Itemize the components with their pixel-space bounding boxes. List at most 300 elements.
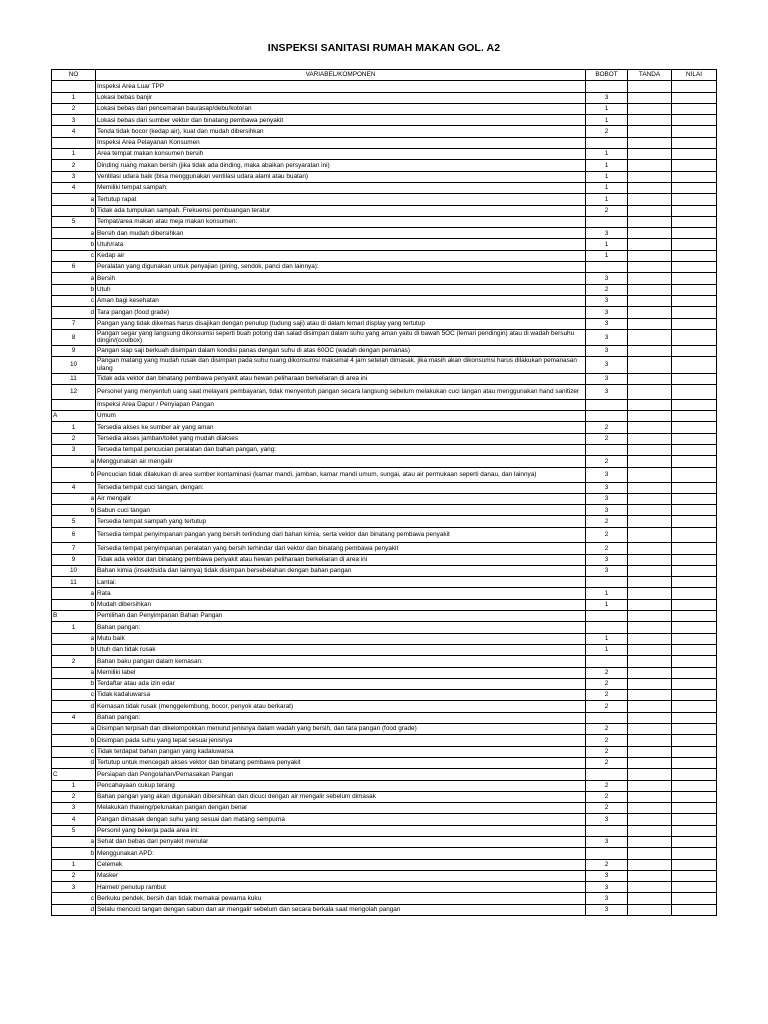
row-variabel: Tersedia tempat pencucian peralatan dan bahan pangan, yang: [96, 444, 586, 455]
row-sub-letter: c [52, 250, 96, 261]
row-number: 2 [52, 160, 96, 171]
row-nilai-cell[interactable] [672, 701, 717, 712]
row-nilai-cell[interactable] [672, 384, 717, 399]
table-row [52, 791, 717, 802]
row-tanda-cell[interactable] [628, 250, 672, 261]
row-number: 11 [52, 577, 96, 588]
row-sub-letter: a [52, 836, 96, 847]
row-bobot: 1 [586, 250, 628, 261]
row-variabel: Lokasi bebas dari sumber vektor dan binatang pembawa penyakit [96, 115, 586, 126]
row-nilai-cell[interactable] [672, 456, 717, 467]
row-nilai-cell[interactable] [672, 791, 717, 802]
table-row [52, 769, 717, 780]
row-variabel: Tempat/area makan atau meja makan konsumen: [96, 216, 586, 227]
row-nilai-cell[interactable] [672, 859, 717, 870]
row-tanda-cell[interactable] [628, 92, 672, 103]
row-bobot: 2 [586, 543, 628, 554]
row-bobot: 1 [586, 239, 628, 250]
table-row [52, 182, 717, 193]
row-nilai-cell[interactable] [672, 444, 717, 455]
row-bobot: 3 [586, 882, 628, 893]
row-bobot: 2 [586, 205, 628, 216]
row-variabel: Aman bagi kesehatan [96, 295, 586, 306]
row-variabel: Tersedia akses ke sumber air yang aman [96, 422, 586, 433]
row-number: 3 [52, 115, 96, 126]
table-row [52, 329, 717, 345]
row-number: 5 [52, 825, 96, 836]
row-tanda-cell[interactable] [628, 746, 672, 757]
row-sub-letter: d [52, 904, 96, 915]
table-row [52, 456, 717, 467]
row-tanda-cell[interactable] [628, 622, 672, 633]
row-variabel: Tidak ada vektor dan binatang pembawa penyakit atau hewan peliharaan berkeliaran di area ini [96, 373, 586, 384]
row-nilai-cell[interactable] [672, 678, 717, 689]
row-nilai-cell[interactable] [672, 295, 717, 306]
row-tanda-cell[interactable] [628, 493, 672, 504]
row-nilai-cell[interactable] [672, 554, 717, 565]
table-row [52, 482, 717, 493]
row-nilai-cell[interactable] [672, 160, 717, 171]
row-nilai-cell[interactable] [672, 757, 717, 768]
row-nilai-cell[interactable] [672, 81, 717, 92]
row-tanda-cell[interactable] [628, 194, 672, 205]
row-variabel: Utuh/rata [96, 239, 586, 250]
row-nilai-cell[interactable] [672, 588, 717, 599]
row-tanda-cell[interactable] [628, 171, 672, 182]
table-row [52, 757, 717, 768]
row-tanda-cell[interactable] [628, 724, 672, 735]
row-nilai-cell[interactable] [672, 126, 717, 137]
row-tanda-cell[interactable] [628, 882, 672, 893]
row-variabel: Pencahayaan cukup terang [96, 780, 586, 791]
row-tanda-cell[interactable] [628, 318, 672, 329]
table-row [52, 444, 717, 455]
row-nilai-cell[interactable] [672, 904, 717, 915]
row-bobot [586, 81, 628, 92]
row-nilai-cell[interactable] [672, 194, 717, 205]
row-bobot [586, 411, 628, 422]
row-variabel: Bahan pangan: [96, 712, 586, 723]
row-nilai-cell[interactable] [672, 599, 717, 610]
table-row [52, 250, 717, 261]
row-number: 6 [52, 262, 96, 273]
row-variabel: Bahan pangan yang akan digunakan dibersihkan dan dicuci dengan air mengalir sebelum dimasak [96, 791, 586, 802]
row-sub-letter: d [52, 757, 96, 768]
row-nilai-cell[interactable] [672, 273, 717, 284]
row-bobot: 3 [586, 384, 628, 399]
row-tanda-cell[interactable] [628, 295, 672, 306]
row-variabel: Personel yang menyentuh uang saat melayani pembayaran, tidak menyentuh pangan secara langsung sebelum melakukan cuci tangan atau menggunakan hand sanitizer [96, 384, 586, 399]
row-bobot: 3 [586, 505, 628, 516]
row-variabel: Disimpan pada suhu yang tepat sesuai jenisnya [96, 735, 586, 746]
row-bobot [586, 656, 628, 667]
table-row [52, 205, 717, 216]
table-row [52, 411, 717, 422]
row-tanda-cell[interactable] [628, 411, 672, 422]
row-tanda-cell[interactable] [628, 273, 672, 284]
row-number: 4 [52, 482, 96, 493]
row-number [52, 399, 96, 410]
row-variabel: Bahan pangan: [96, 622, 586, 633]
row-tanda-cell[interactable] [628, 599, 672, 610]
row-nilai-cell[interactable] [672, 228, 717, 239]
row-bobot: 2 [586, 422, 628, 433]
row-tanda-cell[interactable] [628, 357, 672, 373]
row-nilai-cell[interactable] [672, 527, 717, 543]
table-row [52, 399, 717, 410]
row-nilai-cell[interactable] [672, 622, 717, 633]
row-number [52, 137, 96, 148]
row-tanda-cell[interactable] [628, 757, 672, 768]
row-sub-letter: d [52, 307, 96, 318]
row-tanda-cell[interactable] [628, 284, 672, 295]
row-nilai-cell[interactable] [672, 92, 717, 103]
row-number: 9 [52, 346, 96, 357]
row-variabel: Terdaftar atau ada izin edar [96, 678, 586, 689]
row-tanda-cell[interactable] [628, 422, 672, 433]
row-tanda-cell[interactable] [628, 656, 672, 667]
row-nilai-cell[interactable] [672, 712, 717, 723]
table-row [52, 103, 717, 114]
row-bobot: 2 [586, 690, 628, 701]
row-nilai-cell[interactable] [672, 482, 717, 493]
row-variabel: Ventilasi udara baik (bisa menggunakan ventilasi udara alami atau buatan) [96, 171, 586, 182]
row-tanda-cell[interactable] [628, 262, 672, 273]
table-row [52, 690, 717, 701]
row-tanda-cell[interactable] [628, 346, 672, 357]
row-bobot: 3 [586, 228, 628, 239]
row-variabel: Inspeksi Area Pelayanan Konsumen [96, 137, 586, 148]
row-bobot: 1 [586, 599, 628, 610]
table-row [52, 712, 717, 723]
row-variabel: Utuh dan tidak rusak [96, 644, 586, 655]
row-nilai-cell[interactable] [672, 182, 717, 193]
row-tanda-cell[interactable] [628, 399, 672, 410]
row-nilai-cell[interactable] [672, 149, 717, 160]
row-variabel: Tersedia tempat cuci tangan, dengan: [96, 482, 586, 493]
row-bobot: 3 [586, 273, 628, 284]
row-nilai-cell[interactable] [672, 318, 717, 329]
row-sub-letter: a [52, 633, 96, 644]
row-sub-letter: b [52, 284, 96, 295]
row-variabel: Pangan matang yang mudah rusak dan disimpan pada suhu ruang dikonsumsi maksimal 4 jam setelah dimasak, jika masih akan dikonsumsi harus dilakukan pemanasan ulang [96, 357, 586, 373]
row-variabel: Tersedia tempat penyimpanan pangan yang bersih terlindung dari bahan kimia, serta vektor dan binatang pembawa penyakit [96, 527, 586, 543]
row-tanda-cell[interactable] [628, 433, 672, 444]
row-nilai-cell[interactable] [672, 746, 717, 757]
row-number: 4 [52, 712, 96, 723]
row-nilai-cell[interactable] [672, 735, 717, 746]
table-row [52, 216, 717, 227]
row-tanda-cell[interactable] [628, 565, 672, 576]
row-sub-letter: c [52, 746, 96, 757]
row-tanda-cell[interactable] [628, 444, 672, 455]
row-nilai-cell[interactable] [672, 882, 717, 893]
row-nilai-cell[interactable] [672, 284, 717, 295]
row-bobot [586, 444, 628, 455]
row-nilai-cell[interactable] [672, 870, 717, 881]
table-row [52, 346, 717, 357]
row-bobot: 3 [586, 814, 628, 825]
table-row [52, 149, 717, 160]
row-tanda-cell[interactable] [628, 803, 672, 814]
row-number: 3 [52, 444, 96, 455]
row-bobot: 1 [586, 171, 628, 182]
table-row [52, 284, 717, 295]
row-nilai-cell[interactable] [672, 467, 717, 482]
row-nilai-cell[interactable] [672, 803, 717, 814]
row-nilai-cell[interactable] [672, 893, 717, 904]
row-nilai-cell[interactable] [672, 493, 717, 504]
row-nilai-cell[interactable] [672, 216, 717, 227]
row-variabel: Tidak terdapat bahan pangan yang kadaluwarsa [96, 746, 586, 757]
row-bobot: 1 [586, 115, 628, 126]
row-bobot: 2 [586, 667, 628, 678]
row-nilai-cell[interactable] [672, 814, 717, 825]
row-tanda-cell[interactable] [628, 126, 672, 137]
row-tanda-cell[interactable] [628, 373, 672, 384]
row-tanda-cell[interactable] [628, 678, 672, 689]
row-bobot: 2 [586, 126, 628, 137]
row-variabel: Pangan segar yang langsung dikonsumsi seperti buah potong dan salad disimpan dalam suhu yang aman yaitu di bawah 5OC (lemari pendingin) atau di wadah bersuhu dingin/(coolbox) [96, 329, 586, 345]
row-tanda-cell[interactable] [628, 814, 672, 825]
row-bobot [586, 137, 628, 148]
table-row [52, 611, 717, 622]
row-tanda-cell[interactable] [628, 467, 672, 482]
row-nilai-cell[interactable] [672, 690, 717, 701]
row-nilai-cell[interactable] [672, 115, 717, 126]
row-nilai-cell[interactable] [672, 577, 717, 588]
row-number: 10 [52, 357, 96, 373]
row-tanda-cell[interactable] [628, 137, 672, 148]
row-nilai-cell[interactable] [672, 103, 717, 114]
row-sub-letter: a [52, 667, 96, 678]
table-row [52, 780, 717, 791]
row-number: 10 [52, 565, 96, 576]
row-nilai-cell[interactable] [672, 357, 717, 373]
row-number: 3 [52, 882, 96, 893]
row-bobot [586, 825, 628, 836]
row-tanda-cell[interactable] [628, 329, 672, 345]
row-number: 4 [52, 814, 96, 825]
row-tanda-cell[interactable] [628, 712, 672, 723]
row-nilai-cell[interactable] [672, 346, 717, 357]
row-nilai-cell[interactable] [672, 399, 717, 410]
table-row [52, 493, 717, 504]
row-bobot: 3 [586, 467, 628, 482]
row-sub-letter: a [52, 588, 96, 599]
table-row [52, 126, 717, 137]
table-row [52, 870, 717, 881]
row-sub-letter: b [52, 644, 96, 655]
row-tanda-cell[interactable] [628, 456, 672, 467]
table-row [52, 622, 717, 633]
row-bobot: 3 [586, 493, 628, 504]
row-nilai-cell[interactable] [672, 633, 717, 644]
table-row [52, 160, 717, 171]
row-number: 4 [52, 126, 96, 137]
table-body [52, 81, 717, 916]
row-tanda-cell[interactable] [628, 667, 672, 678]
row-tanda-cell[interactable] [628, 904, 672, 915]
row-number: 1 [52, 92, 96, 103]
row-variabel: Tenda tidak bocor (kedap air), kuat dan mudah dibersihkan [96, 126, 586, 137]
row-number: 1 [52, 422, 96, 433]
row-sub-letter: b [52, 205, 96, 216]
table-row [52, 599, 717, 610]
row-variabel: Pemilihan dan Penyimpanan Bahan Pangan [96, 611, 586, 622]
row-nilai-cell[interactable] [672, 769, 717, 780]
row-tanda-cell[interactable] [628, 182, 672, 193]
row-variabel: Persiapan dan Pengolahan/Pemasakan Pangan [96, 769, 586, 780]
row-sub-letter: b [52, 848, 96, 859]
row-tanda-cell[interactable] [628, 701, 672, 712]
row-tanda-cell[interactable] [628, 205, 672, 216]
row-tanda-cell[interactable] [628, 239, 672, 250]
table-row [52, 543, 717, 554]
row-variabel: Bersih dan mudah dibersihkan [96, 228, 586, 239]
row-nilai-cell[interactable] [672, 516, 717, 527]
row-bobot: 2 [586, 678, 628, 689]
row-bobot: 1 [586, 194, 628, 205]
row-nilai-cell[interactable] [672, 836, 717, 847]
row-nilai-cell[interactable] [672, 505, 717, 516]
row-nilai-cell[interactable] [672, 422, 717, 433]
row-bobot: 3 [586, 870, 628, 881]
row-variabel: Tidak ada vektor dan binatang pembawa penyakit atau hewan peliharaan berkeliaran di area ini [96, 554, 586, 565]
row-tanda-cell[interactable] [628, 527, 672, 543]
row-nilai-cell[interactable] [672, 644, 717, 655]
row-tanda-cell[interactable] [628, 103, 672, 114]
table-row [52, 467, 717, 482]
row-bobot: 3 [586, 565, 628, 576]
row-variabel: Memiliki tempat sampah: [96, 182, 586, 193]
table-row [52, 422, 717, 433]
row-bobot [586, 216, 628, 227]
row-tanda-cell[interactable] [628, 228, 672, 239]
row-tanda-cell[interactable] [628, 870, 672, 881]
row-nilai-cell[interactable] [672, 780, 717, 791]
row-bobot: 3 [586, 357, 628, 373]
row-tanda-cell[interactable] [628, 216, 672, 227]
row-number: 7 [52, 318, 96, 329]
row-tanda-cell[interactable] [628, 611, 672, 622]
row-number: 2 [52, 433, 96, 444]
row-tanda-cell[interactable] [628, 644, 672, 655]
table-row [52, 746, 717, 757]
row-nilai-cell[interactable] [672, 433, 717, 444]
table-row [52, 825, 717, 836]
row-variabel: Tidak ada tumpukan sampah. Frekuensi pembuangan teratur [96, 205, 586, 216]
row-tanda-cell[interactable] [628, 780, 672, 791]
row-bobot [586, 611, 628, 622]
row-sub-letter: a [52, 493, 96, 504]
row-tanda-cell[interactable] [628, 769, 672, 780]
row-bobot [586, 577, 628, 588]
row-variabel: Selalu mencuci tangan dengan sabun dan air mengalir sebelum dan secara berkala saat mengolah pangan [96, 904, 586, 915]
row-tanda-cell[interactable] [628, 543, 672, 554]
row-variabel: Umum [96, 411, 586, 422]
table-row [52, 433, 717, 444]
row-bobot: 1 [586, 160, 628, 171]
row-variabel: Tidak kadaluwarsa [96, 690, 586, 701]
row-tanda-cell[interactable] [628, 859, 672, 870]
row-nilai-cell[interactable] [672, 667, 717, 678]
row-nilai-cell[interactable] [672, 724, 717, 735]
row-bobot: 3 [586, 554, 628, 565]
row-tanda-cell[interactable] [628, 577, 672, 588]
row-bobot: 2 [586, 724, 628, 735]
row-bobot: 3 [586, 318, 628, 329]
row-tanda-cell[interactable] [628, 893, 672, 904]
row-sub-letter: a [52, 724, 96, 735]
row-nilai-cell[interactable] [672, 611, 717, 622]
row-tanda-cell[interactable] [628, 482, 672, 493]
row-tanda-cell[interactable] [628, 848, 672, 859]
row-nilai-cell[interactable] [672, 262, 717, 273]
row-tanda-cell[interactable] [628, 554, 672, 565]
row-bobot: 3 [586, 295, 628, 306]
row-nilai-cell[interactable] [672, 171, 717, 182]
row-tanda-cell[interactable] [628, 160, 672, 171]
row-number: 6 [52, 527, 96, 543]
table-row [52, 565, 717, 576]
row-tanda-cell[interactable] [628, 149, 672, 160]
row-bobot: 2 [586, 433, 628, 444]
row-nilai-cell[interactable] [672, 205, 717, 216]
row-sub-letter: a [52, 456, 96, 467]
row-variabel: Bersih [96, 273, 586, 284]
row-bobot [586, 262, 628, 273]
row-variabel: Sehat dan bebas dari penyakit menular [96, 836, 586, 847]
row-tanda-cell[interactable] [628, 81, 672, 92]
row-tanda-cell[interactable] [628, 633, 672, 644]
row-nilai-cell[interactable] [672, 250, 717, 261]
table-row [52, 273, 717, 284]
row-nilai-cell[interactable] [672, 329, 717, 345]
row-number: A [52, 411, 96, 422]
row-sub-letter: b [52, 735, 96, 746]
row-tanda-cell[interactable] [628, 588, 672, 599]
row-number: 1 [52, 149, 96, 160]
row-variabel: Pangan siap saji berkuah disimpan dalam kondisi panas dengan suhu di atas 60OC (wadah dengan pemanas) [96, 346, 586, 357]
row-nilai-cell[interactable] [672, 565, 717, 576]
table-row [52, 137, 717, 148]
row-tanda-cell[interactable] [628, 791, 672, 802]
row-bobot: 2 [586, 284, 628, 295]
row-bobot [586, 769, 628, 780]
row-nilai-cell[interactable] [672, 137, 717, 148]
row-tanda-cell[interactable] [628, 384, 672, 399]
row-nilai-cell[interactable] [672, 307, 717, 318]
row-tanda-cell[interactable] [628, 735, 672, 746]
row-tanda-cell[interactable] [628, 516, 672, 527]
row-nilai-cell[interactable] [672, 848, 717, 859]
row-sub-letter: a [52, 273, 96, 284]
row-tanda-cell[interactable] [628, 836, 672, 847]
row-nilai-cell[interactable] [672, 825, 717, 836]
row-tanda-cell[interactable] [628, 115, 672, 126]
row-nilai-cell[interactable] [672, 373, 717, 384]
row-nilai-cell[interactable] [672, 239, 717, 250]
row-tanda-cell[interactable] [628, 825, 672, 836]
row-nilai-cell[interactable] [672, 543, 717, 554]
row-tanda-cell[interactable] [628, 505, 672, 516]
row-bobot: 2 [586, 456, 628, 467]
row-tanda-cell[interactable] [628, 690, 672, 701]
row-nilai-cell[interactable] [672, 656, 717, 667]
row-nilai-cell[interactable] [672, 411, 717, 422]
row-tanda-cell[interactable] [628, 307, 672, 318]
